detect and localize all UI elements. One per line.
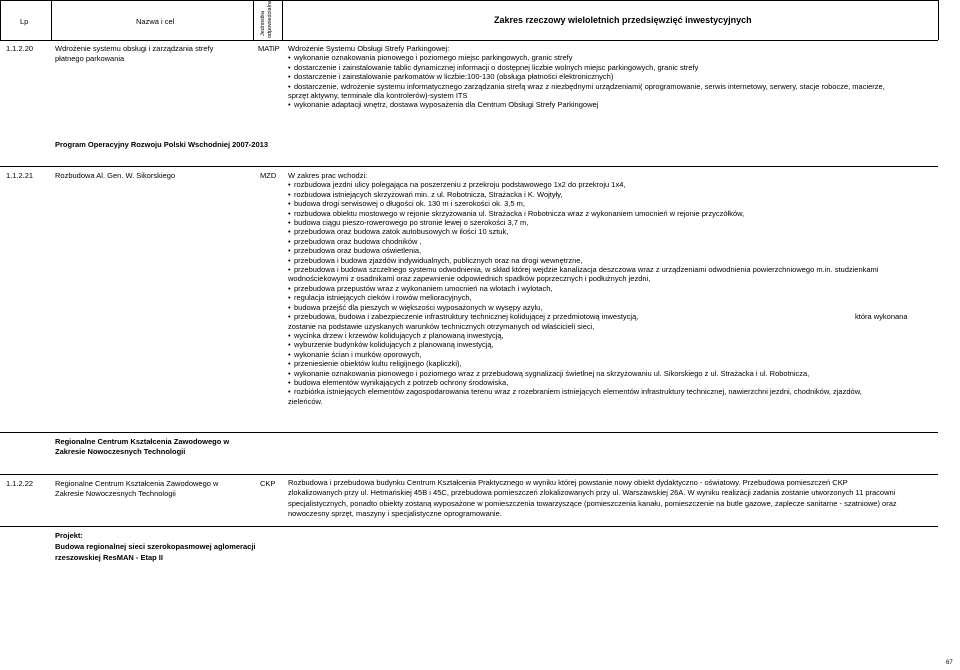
list-item: [288, 312, 928, 321]
row2-continuation-a: wodnościekowymi z osadnikami oraz zapewnienie odpowiednich spadków poprzecznych i podłużnych jezdni,: [288, 274, 651, 284]
list-item: • rozbudowa istniejących skrzyżowań min. z ul. Robotnicza, Strażacka i K. Wojtyły,: [288, 190, 928, 199]
row2-bullet-list-c: [288, 331, 928, 397]
section3-top-border: [0, 526, 938, 527]
row1-bullet-list-2: [288, 100, 885, 109]
section2-title-line2: Zakresie Nowoczesnych Technologii: [55, 447, 186, 456]
section1-title: Program Operacyjny Rozwoju Polski Wschodniej 2007-2013: [55, 140, 268, 149]
header-title: Zakres rzeczowy wieloletnich przedsięwzięć inwestycyjnych: [494, 15, 752, 25]
infra-bullet-right-text: która wykonana: [855, 312, 908, 322]
row2-continuation-b: zostanie na podstawie uzyskanych warunków technicznych otrzymanych od właścicieli sieci,: [288, 321, 595, 331]
list-item: • wycinka drzew i krzewów kolidujących z planowaną inwestycją,: [288, 331, 928, 340]
row3-lp: 1.1.2.22: [6, 479, 34, 488]
section3-line1: Projekt:: [55, 531, 83, 540]
list-item: • wyburzenie budynków kolidujących z planowaną inwestycją,: [288, 340, 928, 349]
row2-name: Rozbudowa Al. Gen. W. Sikorskiego: [55, 171, 176, 180]
section2-bottom-border: [0, 474, 938, 475]
list-item: • przebudowa i budowa szczelnego systemu odwodnienia, w skład której wejdzie kanalizacja deszczowa wraz z urządzeniami odwodnienia powierzchniowego m.in. studzienkami: [288, 265, 928, 274]
list-item: • budowa ciągu pieszo-rowerowego po stronie lewej o szerokości 3,7 m,: [288, 218, 928, 227]
list-item: • wykonanie oznakowania pionowego i poziomego miejsc parkingowych, granic strefy: [288, 53, 885, 62]
header-col-name: Nazwa i cel: [136, 17, 175, 26]
row3-unit: CKP: [260, 479, 276, 488]
list-item: • wykonanie oznakowania pionowego i poziomego wraz z przebudową sygnalizacji świetlnej na skrzyżowaniu ul. Sikorskiego z ul. Strażacka i ul. Robotnicza,: [288, 369, 928, 378]
header-col-unit-line2: odpowiedzialna: [267, 0, 273, 38]
header-top-border: [0, 0, 938, 1]
row1-unit: MATiP: [258, 44, 280, 53]
row3-scope-line: specjalistycznych, ponadto obiekty zostaną wyposażone w pomieszczenia towarzyszące (pomieszczenia kanału, pomieszczenie na butle gazowe, zaplecze sanitarne - szatniowe) oraz: [288, 498, 897, 508]
page-number: 67: [946, 660, 953, 666]
section2-title-line1: Regionalne Centrum Kształcenia Zawodowego w: [55, 437, 230, 446]
row3-scope-line: Rozbudowa i przebudowa budynku Centrum Kształcenia Praktycznego w wyniku której powstanie nowy obiekt dydaktyczno - oświatowy. Przebudowa pomieszczeń CKP: [288, 478, 848, 487]
list-item: • dostarczenie, wdrożenie systemu informatycznego zarządzania strefą wraz z niezbędnymi urządzeniami( oprogramowanie, serwis internetowy, serwery, stacje robocze, macierze,: [288, 82, 885, 91]
section3-line3: rzeszowskiej ResMAN - Etap II: [55, 553, 163, 562]
list-item: • wykonanie ścian i murków oporowych,: [288, 350, 928, 359]
header-divider-2: [253, 0, 254, 40]
header-col-lp: Lp: [20, 17, 29, 26]
row1-scope-title: Wdrożenie Systemu Obsługi Strefy Parkingowej:: [288, 44, 450, 53]
list-item: • przebudowa oraz budowa zatok autobusowych w ilości 10 sztuk,: [288, 227, 928, 236]
header-divider-3: [282, 0, 283, 40]
list-item: • rozbiórka istniejących elementów zagospodarowania terenu wraz z rozebraniem istniejących elementów infrastruktury technicznej, nawierzchni jezdni, chodników, zjazdów,: [288, 387, 928, 396]
row2-bullet-list-b: [288, 284, 928, 322]
row2-lp: 1.1.2.21: [6, 171, 34, 180]
section2-top-border: [0, 432, 938, 433]
row3-scope-line: nowoczesny sprzęt, maszyny i specjalistyczne oprogramowanie.: [288, 509, 502, 519]
list-item: • budowa elementów wynikających z potrzeb ochrony środowiska,: [288, 378, 928, 387]
list-item: • przebudowa oraz budowa oświetlenia,: [288, 246, 928, 255]
header-right-border: [938, 0, 939, 40]
section3-line2: Budowa regionalnej sieci szerokopasmowej aglomeracji: [55, 542, 256, 551]
row3-scope-line: zlokalizowanych przy ul. Hetmańskiej 45B i 45C, przebudowa pomieszczeń zlokalizowanych przy ul. Warszawskiej 26A. W wyniku realizacji zadania zostanie utworzonych 11 pracowni: [288, 488, 896, 498]
row1-name-line2: płatnego parkowania: [55, 54, 125, 63]
list-item: • dostarczenie i zainstalowanie parkomatów w liczbie:100-130 (obsługa płatności elektronicznych): [288, 72, 885, 81]
row1-name-line1: Wdrożenie systemu obsługi i zarządzania strefy: [55, 44, 214, 53]
section1-bottom-border: [0, 166, 938, 167]
row1-bullet-list: [288, 53, 885, 91]
list-item: • budowa przejść dla pieszych w większości wyposażonych w wysępy azylu,: [288, 303, 928, 312]
header-divider-1: [51, 0, 52, 40]
header-bottom-border: [0, 40, 938, 41]
infra-bullet-text: przebudowa, budowa i zabezpieczenie infrastruktury technicznej kolidującej z przedmiotową inwestycją,: [294, 312, 639, 322]
list-item: • regulacja istniejących cieków i rowów melioracyjnych,: [288, 293, 928, 302]
list-item: • rozbudowa obiektu mostowego w rejonie skrzyżowania ul. Strażacka i Robotnicza wraz z wykonaniem umocnień w rejonie przyczółków,: [288, 209, 928, 218]
row3-name-line2: Zakresie Nowoczesnych Technologii: [55, 489, 176, 498]
row2-scope-title: W zakres prac wchodzi:: [288, 171, 368, 180]
row1-scope: [288, 44, 885, 110]
row1-lp: 1.1.2.20: [6, 44, 34, 53]
row1-bullet4-continuation: sprzęt aktywny, terminale dla kontrolerów)-system ITS: [288, 91, 468, 101]
row2-continuation-c: zieleńców.: [288, 396, 323, 406]
list-item: • przebudowa oraz budowa chodników ,: [288, 237, 928, 246]
row2-bullet-list-a: [288, 180, 928, 274]
row3-scope: [288, 478, 897, 520]
row2-unit: MZD: [260, 171, 277, 180]
list-item: • budowa drogi serwisowej o długości ok. 130 m i szerokości ok. 3,5 m,: [288, 199, 928, 208]
list-item: • dostarczenie i zainstalowanie tablic dynamicznej informacji o dostępnej liczbie wolnych miejsc parkingowych, granic strefy: [288, 63, 885, 72]
list-item: • wykonanie adaptacji wnętrz, dostawa wyposażenia dla Centrum Obsługi Strefy Parkingowej: [288, 100, 885, 109]
list-item: • przeniesienie obiektów kultu religijnego (kapliczki),: [288, 359, 928, 368]
row3-name-line1: Regionalne Centrum Kształcenia Zawodowego w: [55, 479, 219, 488]
header-col-unit-line1: Jednostka: [260, 10, 266, 36]
row2-scope: [288, 171, 928, 406]
list-item: • przebudowa przepustów wraz z wykonaniem umocnień na wlotach i wylotach,: [288, 284, 928, 293]
list-item: • rozbudowa jezdni ulicy polegająca na poszerzeniu z przekroju podstawowego 1x2 do przekroju 1x4,: [288, 180, 928, 189]
list-item: • przebudowa i budowa zjazdów indywidualnych, publicznych oraz na drogi wewnętrzne,: [288, 256, 928, 265]
header-left-border: [0, 0, 1, 40]
